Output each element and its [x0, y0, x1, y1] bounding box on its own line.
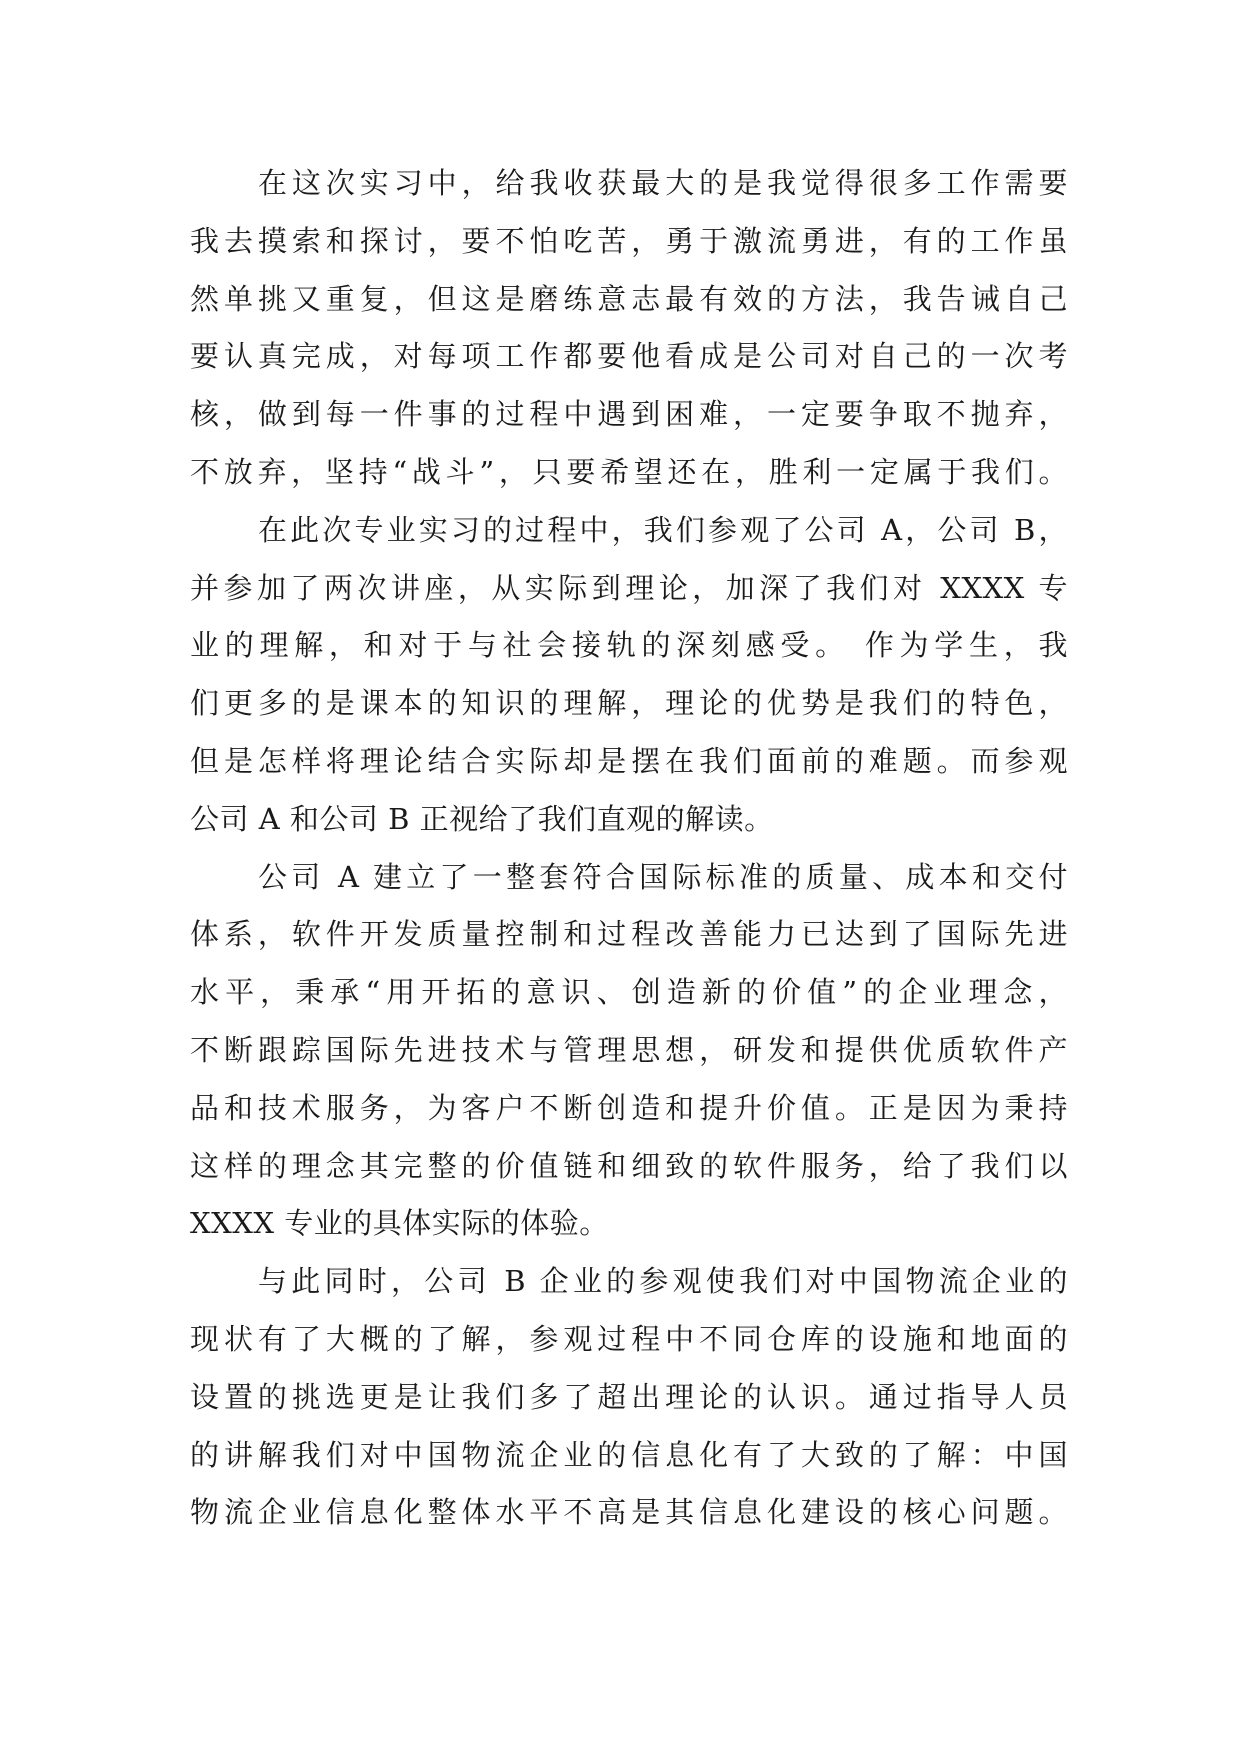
paragraph-line: 体系，软件开发质量控制和过程改善能力已达到了国际先进: [190, 917, 1068, 952]
paragraph-line: 这样的理念其完整的价值链和细致的软件服务，给了我们以: [190, 1148, 1068, 1183]
paragraph-line: 水平，秉承“用开拓的意识、创造新的价值”的企业理念，: [190, 975, 1068, 1010]
paragraph-line: 的讲解我们对中国物流企业的信息化有了大致的了解：中国: [190, 1437, 1068, 1472]
paragraph-line: 设置的挑选更是让我们多了超出理论的认识。通过指导人员: [190, 1379, 1068, 1414]
paragraph-1: [190, 155, 1068, 502]
paragraph-line: 我去摸索和探讨，要不怕吃苦，勇于激流勇进，有的工作虽: [190, 223, 1068, 258]
paragraph-line: 与此同时，公司 B 企业的参观使我们对中国物流企业的: [258, 1264, 1068, 1299]
paragraph-line: 不断跟踪国际先进技术与管理思想，研发和提供优质软件产: [190, 1032, 1068, 1067]
paragraph-line: XXXX 专业的具体实际的体验。: [190, 1206, 609, 1241]
paragraph-line: 并参加了两次讲座，从实际到理论，加深了我们对 XXXX 专: [190, 570, 1068, 605]
paragraph-line: 公司 A 建立了一整套符合国际标准的质量、成本和交付: [258, 859, 1068, 894]
paragraph-line: 核，做到每一件事的过程中遇到困难，一定要争取不抛弃，: [190, 397, 1068, 432]
paragraph-line: 业的理解，和对于与社会接轨的深刻感受。 作为学生，我: [190, 628, 1068, 663]
paragraph-line: 品和技术服务，为客户不断创造和提升价值。正是因为秉持: [190, 1090, 1068, 1125]
document-body: [190, 155, 1068, 1542]
paragraph-line: 要认真完成，对每项工作都要他看成是公司对自己的一次考: [190, 339, 1068, 374]
paragraph-2: [190, 502, 1068, 849]
paragraph-line: 在此次专业实习的过程中，我们参观了公司 A，公司 B，: [258, 512, 1068, 547]
paragraph-line: 但是怎样将理论结合实际却是摆在我们面前的难题。而参观: [190, 743, 1068, 778]
paragraph-line: 不放弃，坚持“战斗”，只要希望还在，胜利一定属于我们。: [190, 454, 1068, 489]
paragraph-4: [190, 1253, 1068, 1542]
paragraph-line: 们更多的是课本的知识的理解，理论的优势是我们的特色，: [190, 686, 1068, 721]
paragraph-line: 公司 A 和公司 B 正视给了我们直观的解读。: [190, 801, 774, 836]
paragraph-line: 在这次实习中，给我收获最大的是我觉得很多工作需要: [258, 166, 1068, 200]
paragraph-line: 现状有了大概的了解，参观过程中不同仓库的设施和地面的: [190, 1321, 1068, 1356]
paragraph-3: [190, 849, 1068, 1254]
paragraph-line: 物流企业信息化整体水平不高是其信息化建设的核心问题。: [190, 1495, 1068, 1530]
paragraph-line: 然单挑又重复，但这是磨练意志最有效的方法，我告诫自己: [190, 281, 1068, 316]
